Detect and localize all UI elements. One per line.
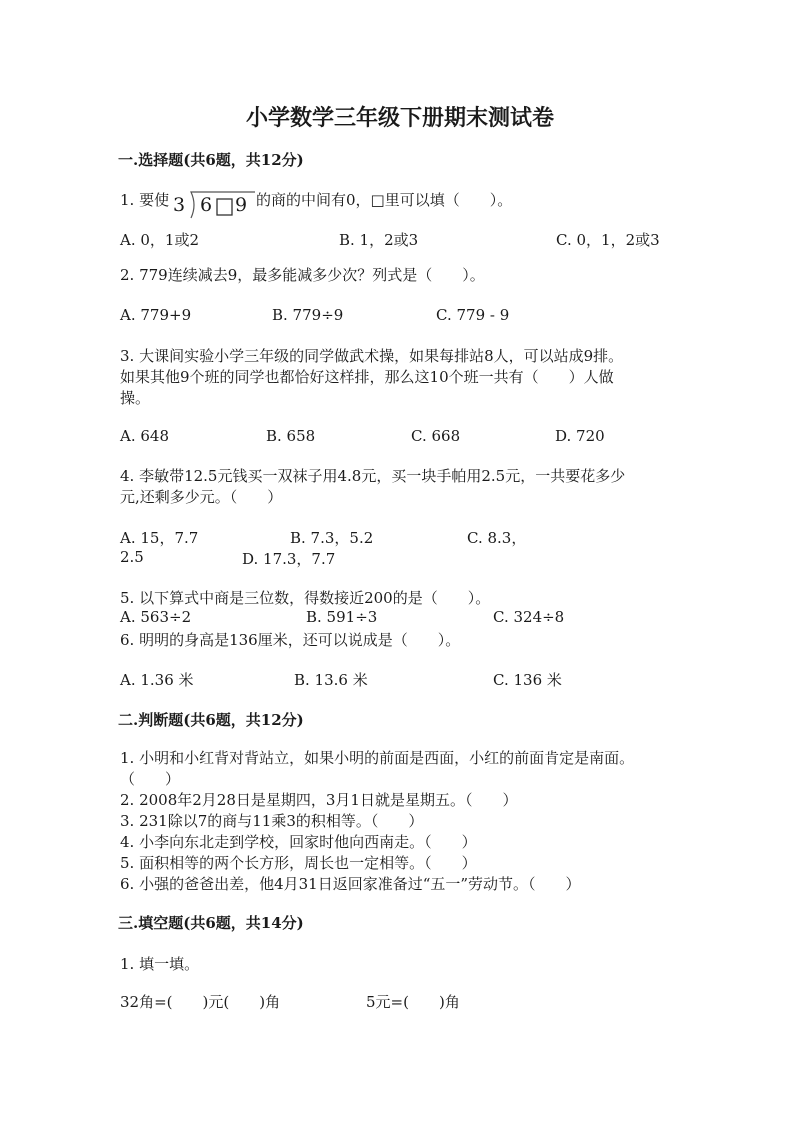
q6-option-c: C. 136 米 [493,671,562,689]
judge-1-line-2: （ ） [120,770,181,788]
q3-option-b: B. 658 [266,427,316,445]
q4-option-b: B. 7.3，5.2 [290,529,374,547]
section-heading-judge: 二.判断题(共6题，共12分) [118,711,304,729]
q5-option-a: A. 563÷2 [120,608,192,626]
section-heading-fill: 三.填空题(共6题，共14分) [118,914,304,932]
q2-text: 2. 779连续减去9，最多能减多少次？列式是（ ）。 [120,266,485,284]
q3-option-c: C. 668 [411,427,461,445]
judge-6: 6. 小强的爸爸出差，他4月31日返回家准备过“五一”劳动节。（ ） [120,875,581,893]
judge-2: 2. 2008年2月28日是星期四，3月1日就是星期五。（ ） [120,791,518,809]
judge-4: 4. 小李向东北走到学校，回家时他向西南走。（ ） [120,833,477,851]
q2-option-a: A. 779+9 [120,306,192,324]
dividend-digit-hundreds: 6 [200,194,213,216]
q3-line-3: 操。 [120,389,151,407]
section-heading-choice: 一.选择题(共6题，共12分) [118,151,304,169]
fill-1-blank-b: 5元=( )角 [366,993,460,1011]
q4-line-2: 元,还剩多少元。（ ） [120,488,283,506]
q1-option-a: A. 0，1或2 [120,231,199,249]
fill-1-text: 1. 填一填。 [120,955,200,973]
q5-option-c: C. 324÷8 [493,608,565,626]
q6-option-a: A. 1.36 米 [120,671,194,689]
dividend-digit-ones: 9 [235,194,248,216]
judge-5: 5. 面积相等的两个长方形，周长也一定相等。（ ） [120,854,477,872]
q1-text-after: 的商的中间有0，□里可以填（ ）。 [256,191,513,209]
q6-option-b: B. 13.6 米 [294,671,368,689]
q5-option-b: B. 591÷3 [306,608,378,626]
q3-line-1: 3. 大课间实验小学三年级的同学做武术操，如果每排站8人，可以站成9排。 [120,347,624,365]
q4-line-1: 4. 李敏带12.5元钱买一双袜子用4.8元，买一块手帕用2.5元，一共要花多少 [120,467,626,485]
q4-option-c-cont: 2.5 [120,548,144,566]
judge-3: 3. 231除以7的商与11乘3的积相等。（ ） [120,812,424,830]
q3-option-a: A. 648 [120,427,169,445]
q5-text: 5. 以下算式中商是三位数，得数接近200的是（ ）。 [120,589,491,607]
q2-option-c: C. 779 - 9 [436,306,510,324]
judge-1-line-1: 1. 小明和小红背对背站立，如果小明的前面是西面，小红的前面肯定是南面。 [120,749,635,767]
long-division-figure [171,188,255,220]
q2-option-b: B. 779÷9 [272,306,344,324]
divisor: 3 [173,194,186,216]
q6-text: 6. 明明的身高是136厘米，还可以说成是（ ）。 [120,631,461,649]
q3-line-2: 如果其他9个班的同学也都恰好这样排，那么这10个班一共有（ ）人做 [120,368,614,386]
q3-option-d: D. 720 [555,427,605,445]
q1-text-before: 1. 要使 [120,191,170,209]
q4-option-d: D. 17.3，7.7 [242,550,336,568]
q4-option-a: A. 15，7.7 [120,529,199,547]
q4-option-c: C. 8.3， [467,529,527,547]
q1-option-b: B. 1，2或3 [339,231,419,249]
fill-1-blank-a: 32角=( )元( )角 [120,993,281,1011]
page-title: 小学数学三年级下册期末测试卷 [245,105,554,131]
q1-option-c: C. 0，1，2或3 [556,231,660,249]
